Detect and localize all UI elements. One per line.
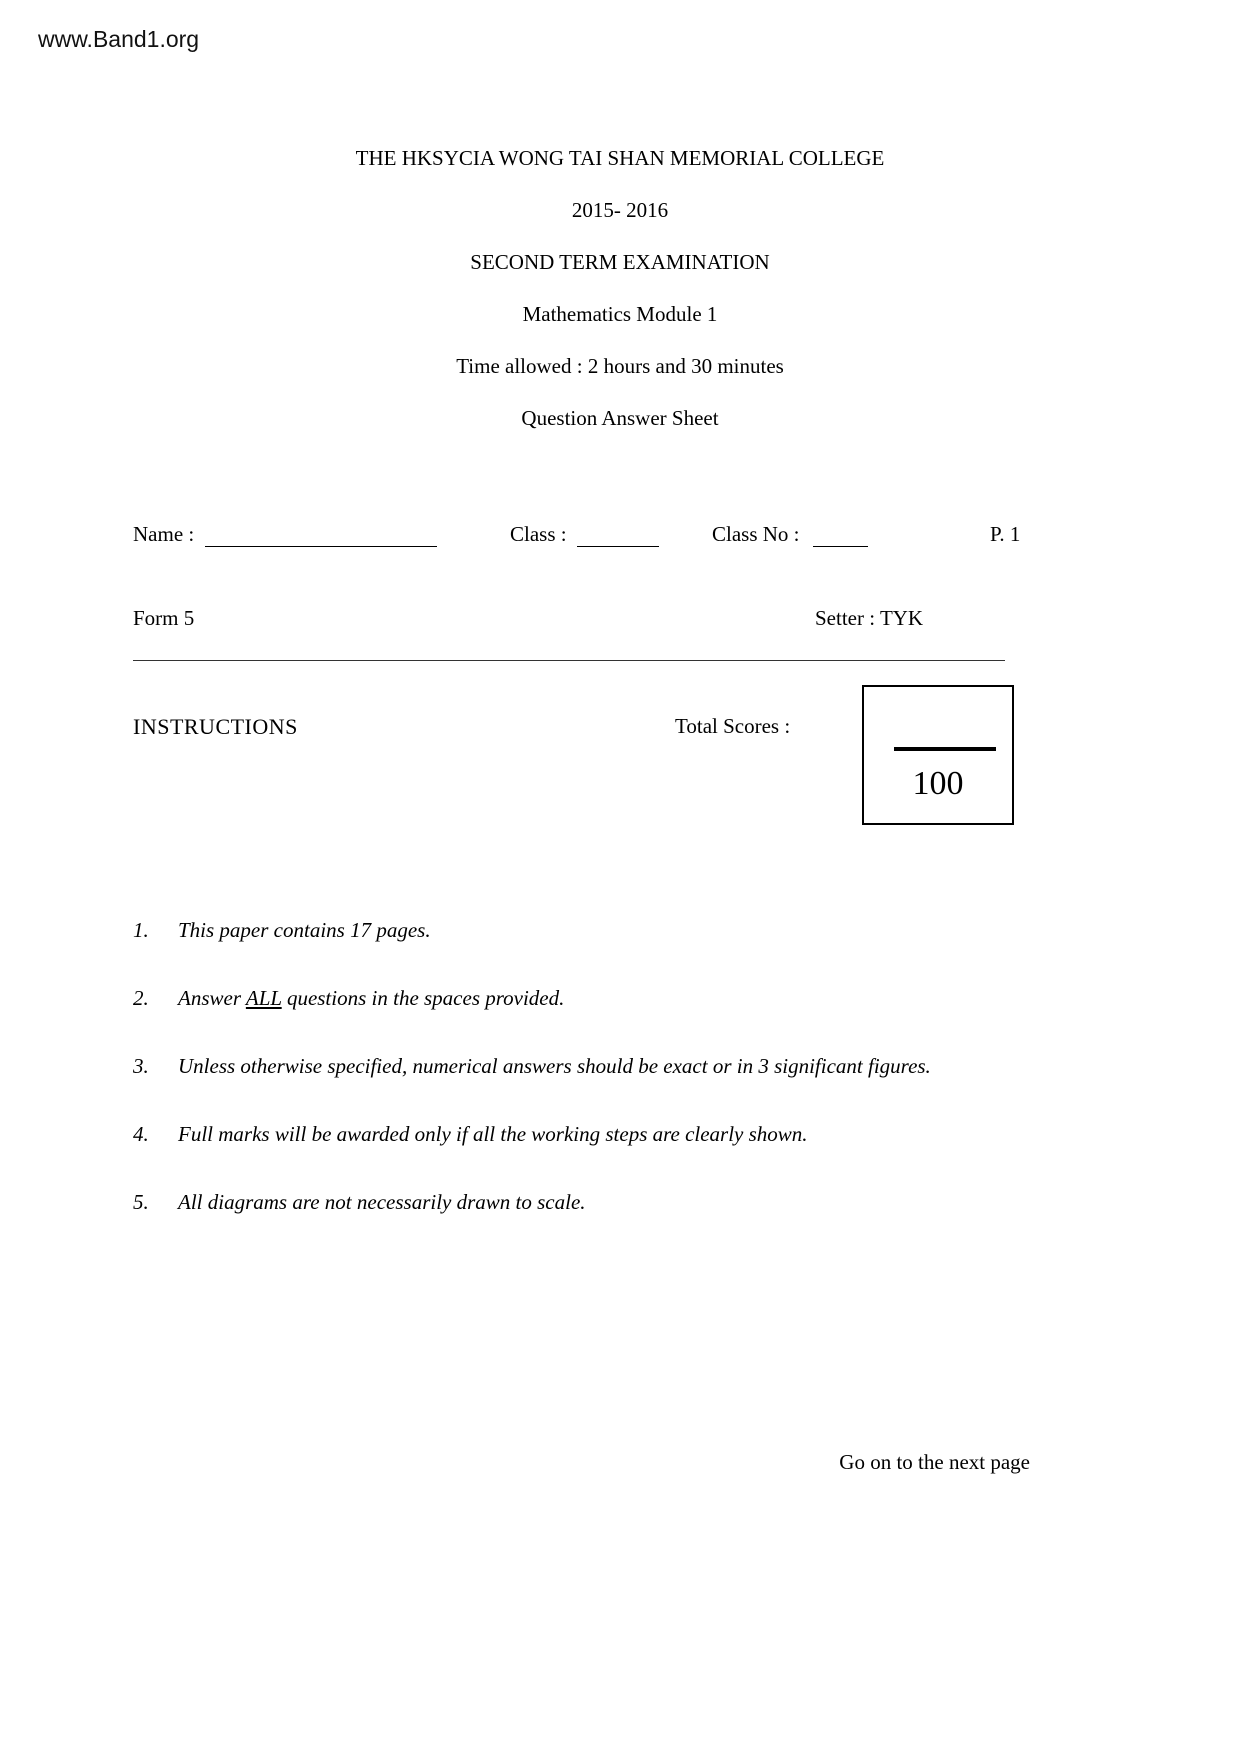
sheet-title: Question Answer Sheet [521,406,719,430]
instruction-number: 5. [133,1190,149,1214]
exam-header [0,143,1240,455]
subject-title: Mathematics Module 1 [522,302,718,326]
class-blank [577,522,659,547]
site-watermark: www.Band1.org [38,26,200,52]
score-blank-line [894,747,996,751]
instruction-number: 1. [133,918,149,942]
total-score-box [862,685,1014,825]
instruction-text: This paper contains 17 pages. [178,918,431,942]
total-scores-label: Total Scores : [675,714,791,738]
academic-year: 2015- 2016 [571,198,669,222]
instruction-text-prefix: Answer [178,986,246,1010]
instruction-item-2 [133,983,1033,1013]
instruction-item-1 [133,915,1033,945]
instruction-item-4 [133,1119,1033,1149]
page-number: P. 1 [990,522,1021,546]
setter-label: Setter : TYK [815,606,924,630]
instruction-item-5 [133,1187,1033,1217]
form-label: Form 5 [133,606,195,630]
exam-title: SECOND TERM EXAMINATION [470,250,770,274]
time-allowed: Time allowed : 2 hours and 30 minutes [456,354,784,378]
class-no-label: Class No : [712,522,800,546]
instruction-list [133,915,1033,1255]
name-blank [205,522,437,547]
instruction-text: Full marks will be awarded only if all the working steps are clearly shown. [178,1122,808,1146]
school-name: THE HKSYCIA WONG TAI SHAN MEMORIAL COLLEGE [355,146,885,170]
instruction-text [178,983,1033,1013]
total-score-value: 100 [912,765,964,802]
instruction-number: 3. [133,1054,149,1078]
instruction-text: All diagrams are not necessarily drawn to scale. [178,1190,586,1214]
instruction-number: 2. [133,986,149,1010]
instruction-text-suffix: questions in the spaces provided. [281,986,565,1010]
instruction-text: Unless otherwise specified, numerical answers should be exact or in 3 significant figures. [178,1054,931,1078]
class-no-blank [813,522,868,547]
instruction-text-underlined: ALL [245,986,282,1010]
instructions-heading: INSTRUCTIONS [133,714,298,739]
horizontal-divider [133,660,1005,661]
class-label: Class : [510,522,567,546]
name-label: Name : [133,522,195,546]
instruction-item-3 [133,1051,1033,1081]
next-page-note: Go on to the next page [839,1450,1030,1474]
student-info-row [0,522,1240,554]
instruction-number: 4. [133,1122,149,1146]
